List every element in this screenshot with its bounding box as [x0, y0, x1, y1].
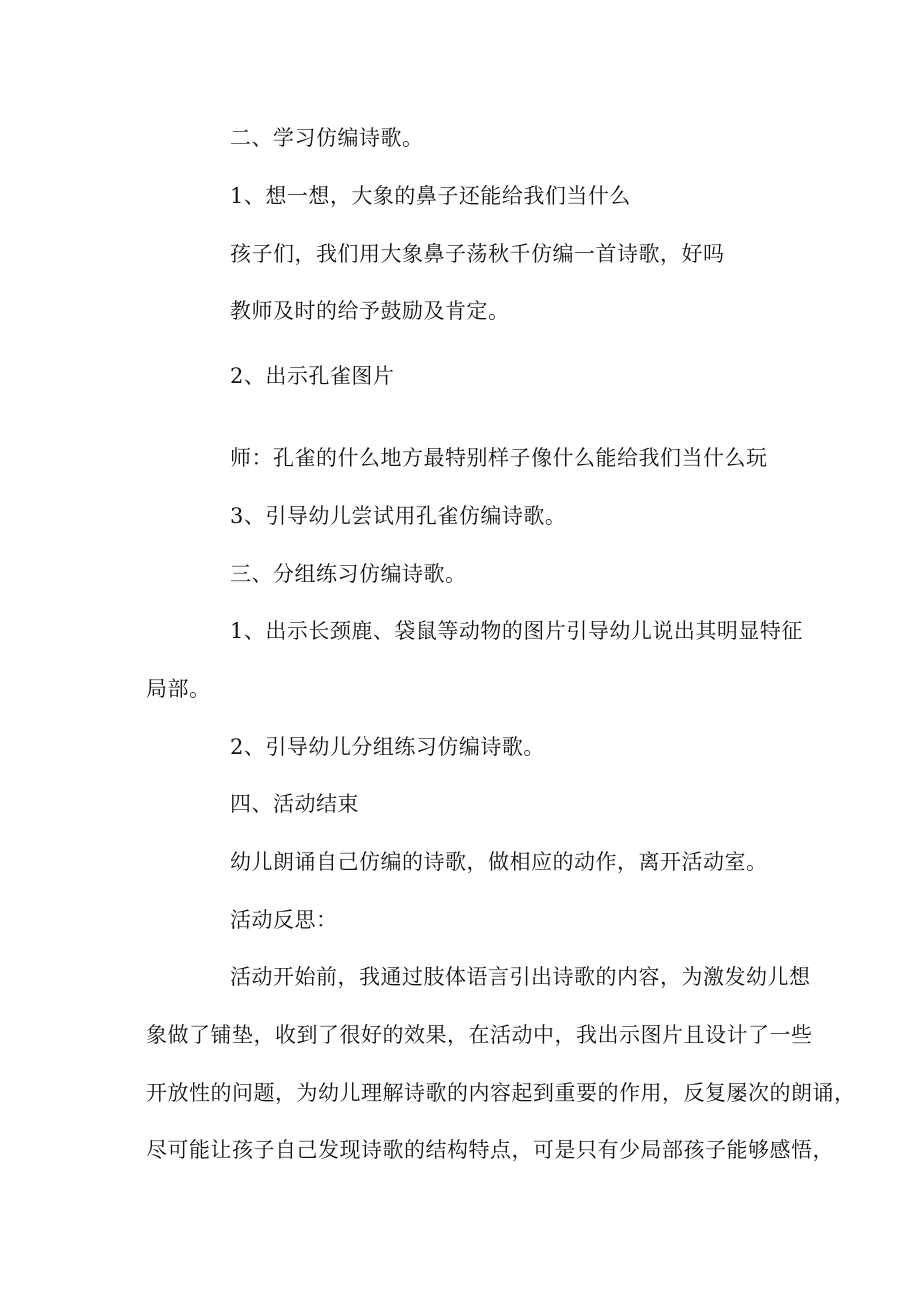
paragraph-line: 局部。: [146, 677, 211, 701]
section-heading-3: 三、分组练习仿编诗歌。: [230, 562, 467, 586]
paragraph-line: 活动开始前，我通过肢体语言引出诗歌的内容，为激发幼儿想: [230, 965, 811, 989]
paragraph-line: 3、引导幼儿尝试用孔雀仿编诗歌。: [230, 504, 567, 528]
reflection-heading: 活动反思：: [230, 908, 338, 932]
paragraph-line: 教师及时的给予鼓励及肯定。: [230, 299, 510, 323]
section-heading-4: 四、活动结束: [230, 792, 359, 816]
section-heading-2: 二、学习仿编诗歌。: [230, 126, 424, 150]
paragraph-line: 孩子们，我们用大象鼻子荡秋千仿编一首诗歌，好吗: [230, 242, 725, 266]
paragraph-line: 1、出示长颈鹿、袋鼠等动物的图片引导幼儿说出其明显特征: [230, 619, 803, 643]
paragraph-line: 2、出示孔雀图片: [230, 364, 395, 388]
paragraph-line: 象做了铺垫，收到了很好的效果，在活动中，我出示图片且设计了一些: [146, 1023, 813, 1047]
paragraph-line: 尽可能让孩子自己发现诗歌的结构特点，可是只有少局部孩子能够感悟，: [146, 1138, 834, 1162]
paragraph-line: 2、引导幼儿分组练习仿编诗歌。: [230, 735, 545, 759]
paragraph-line: 开放性的问题，为幼儿理解诗歌的内容起到重要的作用，反复屡次的朗诵，: [146, 1081, 856, 1105]
paragraph-line: 师：孔雀的什么地方最特别样子像什么能给我们当什么玩: [230, 446, 768, 470]
paragraph-line: 1、想一想，大象的鼻子还能给我们当什么: [230, 184, 631, 208]
paragraph-line: 幼儿朗诵自己仿编的诗歌，做相应的动作，离开活动室。: [230, 850, 768, 874]
